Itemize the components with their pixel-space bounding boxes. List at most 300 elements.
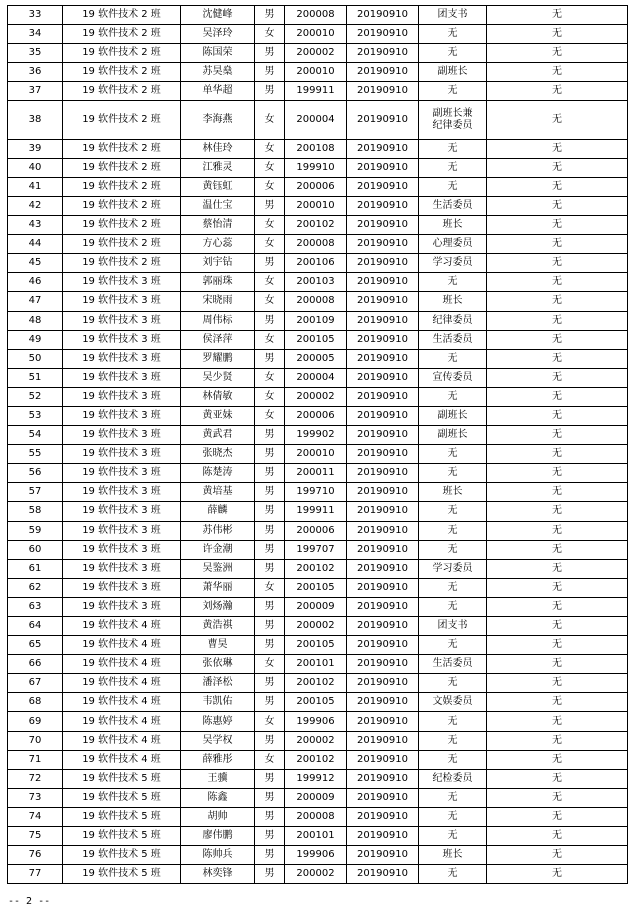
birth-date-cell: 200109 [285, 311, 347, 330]
class-name-cell: 19 软件技术 2 班 [63, 139, 181, 158]
row-number-cell: 63 [8, 597, 63, 616]
enrollment-date-cell: 20190910 [347, 559, 419, 578]
class-duty-cell: 无 [419, 177, 487, 196]
gender-cell: 男 [255, 82, 285, 101]
table-row [8, 540, 628, 559]
enrollment-date-cell: 20190910 [347, 44, 419, 63]
table-row [8, 617, 628, 636]
class-name-cell: 19 软件技术 2 班 [63, 196, 181, 215]
class-duty-cell: 无 [419, 464, 487, 483]
gender-cell: 男 [255, 846, 285, 865]
remark-cell: 无 [487, 693, 628, 712]
table-row [8, 827, 628, 846]
gender-cell: 女 [255, 578, 285, 597]
birth-date-cell: 200009 [285, 788, 347, 807]
student-name-cell: 陈国荣 [181, 44, 255, 63]
class-name-cell: 19 软件技术 4 班 [63, 636, 181, 655]
birth-date-cell: 200010 [285, 196, 347, 215]
birth-date-cell: 200103 [285, 273, 347, 292]
table-row [8, 139, 628, 158]
gender-cell: 男 [255, 502, 285, 521]
enrollment-date-cell: 20190910 [347, 464, 419, 483]
class-duty-cell: 班长 [419, 846, 487, 865]
enrollment-date-cell: 20190910 [347, 731, 419, 750]
class-duty-cell: 副班长兼 纪律委员 [419, 101, 487, 139]
enrollment-date-cell: 20190910 [347, 25, 419, 44]
birth-date-cell: 200101 [285, 655, 347, 674]
row-number-cell: 57 [8, 483, 63, 502]
gender-cell: 男 [255, 483, 285, 502]
class-duty-cell: 班长 [419, 216, 487, 235]
student-name-cell: 吴泽玲 [181, 25, 255, 44]
class-duty-cell: 生活委员 [419, 655, 487, 674]
table-row [8, 750, 628, 769]
birth-date-cell: 200006 [285, 521, 347, 540]
gender-cell: 女 [255, 177, 285, 196]
birth-date-cell: 199910 [285, 158, 347, 177]
birth-date-cell: 200002 [285, 387, 347, 406]
table-row [8, 636, 628, 655]
row-number-cell: 62 [8, 578, 63, 597]
class-duty-cell: 无 [419, 827, 487, 846]
table-row [8, 521, 628, 540]
student-name-cell: 黄钰虹 [181, 177, 255, 196]
class-name-cell: 19 软件技术 3 班 [63, 502, 181, 521]
row-number-cell: 59 [8, 521, 63, 540]
enrollment-date-cell: 20190910 [347, 177, 419, 196]
table-row [8, 426, 628, 445]
class-name-cell: 19 软件技术 3 班 [63, 426, 181, 445]
class-duty-cell: 无 [419, 807, 487, 826]
class-name-cell: 19 软件技术 3 班 [63, 311, 181, 330]
class-name-cell: 19 软件技术 3 班 [63, 521, 181, 540]
page-number: -- 2 -- [8, 896, 51, 907]
row-number-cell: 66 [8, 655, 63, 674]
table-row [8, 292, 628, 311]
row-number-cell: 42 [8, 196, 63, 215]
birth-date-cell: 200008 [285, 807, 347, 826]
class-name-cell: 19 软件技术 3 班 [63, 406, 181, 425]
row-number-cell: 64 [8, 617, 63, 636]
table-row [8, 464, 628, 483]
class-duty-cell: 无 [419, 502, 487, 521]
student-name-cell: 苏昊燊 [181, 63, 255, 82]
enrollment-date-cell: 20190910 [347, 216, 419, 235]
class-name-cell: 19 软件技术 3 班 [63, 464, 181, 483]
class-duty-cell: 生活委员 [419, 330, 487, 349]
student-name-cell: 萧华丽 [181, 578, 255, 597]
table-row [8, 311, 628, 330]
class-name-cell: 19 软件技术 5 班 [63, 827, 181, 846]
table-row [8, 216, 628, 235]
remark-cell: 无 [487, 254, 628, 273]
enrollment-date-cell: 20190910 [347, 406, 419, 425]
remark-cell: 无 [487, 216, 628, 235]
remark-cell: 无 [487, 750, 628, 769]
remark-cell: 无 [487, 827, 628, 846]
class-name-cell: 19 软件技术 2 班 [63, 25, 181, 44]
gender-cell: 男 [255, 807, 285, 826]
class-name-cell: 19 软件技术 3 班 [63, 273, 181, 292]
enrollment-date-cell: 20190910 [347, 597, 419, 616]
remark-cell: 无 [487, 731, 628, 750]
row-number-cell: 34 [8, 25, 63, 44]
remark-cell: 无 [487, 177, 628, 196]
row-number-cell: 55 [8, 445, 63, 464]
table-row [8, 712, 628, 731]
remark-cell: 无 [487, 597, 628, 616]
remark-cell: 无 [487, 502, 628, 521]
class-name-cell: 19 软件技术 5 班 [63, 788, 181, 807]
table-row [8, 158, 628, 177]
row-number-cell: 36 [8, 63, 63, 82]
class-name-cell: 19 软件技术 3 班 [63, 445, 181, 464]
gender-cell: 男 [255, 311, 285, 330]
student-name-cell: 刘宇钻 [181, 254, 255, 273]
class-name-cell: 19 软件技术 3 班 [63, 578, 181, 597]
gender-cell: 女 [255, 750, 285, 769]
class-duty-cell: 团支书 [419, 617, 487, 636]
table-row [8, 559, 628, 578]
remark-cell: 无 [487, 655, 628, 674]
remark-cell: 无 [487, 82, 628, 101]
class-name-cell: 19 软件技术 5 班 [63, 807, 181, 826]
table-row [8, 788, 628, 807]
table-row [8, 44, 628, 63]
remark-cell: 无 [487, 101, 628, 139]
class-duty-cell: 无 [419, 865, 487, 884]
student-name-cell: 薛雅彤 [181, 750, 255, 769]
birth-date-cell: 200101 [285, 827, 347, 846]
birth-date-cell: 200102 [285, 674, 347, 693]
class-name-cell: 19 软件技术 4 班 [63, 617, 181, 636]
class-name-cell: 19 软件技术 4 班 [63, 655, 181, 674]
table-row [8, 63, 628, 82]
student-name-cell: 吴鉴洲 [181, 559, 255, 578]
student-name-cell: 林佳玲 [181, 139, 255, 158]
student-name-cell: 蔡怡清 [181, 216, 255, 235]
student-name-cell: 黄培基 [181, 483, 255, 502]
student-name-cell: 王骥 [181, 769, 255, 788]
gender-cell: 女 [255, 158, 285, 177]
enrollment-date-cell: 20190910 [347, 788, 419, 807]
table-row [8, 597, 628, 616]
row-number-cell: 70 [8, 731, 63, 750]
gender-cell: 男 [255, 769, 285, 788]
birth-date-cell: 200102 [285, 750, 347, 769]
enrollment-date-cell: 20190910 [347, 63, 419, 82]
remark-cell: 无 [487, 330, 628, 349]
birth-date-cell: 200105 [285, 693, 347, 712]
birth-date-cell: 200009 [285, 597, 347, 616]
class-duty-cell: 无 [419, 731, 487, 750]
class-duty-cell: 心理委员 [419, 235, 487, 254]
class-name-cell: 19 软件技术 5 班 [63, 846, 181, 865]
row-number-cell: 53 [8, 406, 63, 425]
birth-date-cell: 199707 [285, 540, 347, 559]
remark-cell: 无 [487, 846, 628, 865]
table-row [8, 330, 628, 349]
birth-date-cell: 200008 [285, 235, 347, 254]
remark-cell: 无 [487, 788, 628, 807]
birth-date-cell: 200002 [285, 865, 347, 884]
row-number-cell: 61 [8, 559, 63, 578]
birth-date-cell: 199902 [285, 426, 347, 445]
gender-cell: 女 [255, 387, 285, 406]
birth-date-cell: 200004 [285, 101, 347, 139]
row-number-cell: 54 [8, 426, 63, 445]
enrollment-date-cell: 20190910 [347, 311, 419, 330]
student-name-cell: 林奕锋 [181, 865, 255, 884]
remark-cell: 无 [487, 483, 628, 502]
student-name-cell: 苏伟彬 [181, 521, 255, 540]
row-number-cell: 49 [8, 330, 63, 349]
row-number-cell: 40 [8, 158, 63, 177]
student-name-cell: 林倩敏 [181, 387, 255, 406]
class-name-cell: 19 软件技术 2 班 [63, 177, 181, 196]
class-duty-cell: 纪检委员 [419, 769, 487, 788]
table-row [8, 196, 628, 215]
class-name-cell: 19 软件技术 2 班 [63, 158, 181, 177]
remark-cell: 无 [487, 807, 628, 826]
enrollment-date-cell: 20190910 [347, 158, 419, 177]
table-row [8, 82, 628, 101]
gender-cell: 男 [255, 44, 285, 63]
gender-cell: 男 [255, 597, 285, 616]
gender-cell: 男 [255, 674, 285, 693]
birth-date-cell: 200006 [285, 406, 347, 425]
row-number-cell: 43 [8, 216, 63, 235]
remark-cell: 无 [487, 636, 628, 655]
row-number-cell: 41 [8, 177, 63, 196]
class-duty-cell: 无 [419, 139, 487, 158]
class-duty-cell: 无 [419, 349, 487, 368]
class-name-cell: 19 软件技术 2 班 [63, 254, 181, 273]
class-name-cell: 19 软件技术 2 班 [63, 63, 181, 82]
class-name-cell: 19 软件技术 4 班 [63, 731, 181, 750]
row-number-cell: 77 [8, 865, 63, 884]
student-name-cell: 江雅灵 [181, 158, 255, 177]
remark-cell: 无 [487, 368, 628, 387]
table-row [8, 254, 628, 273]
row-number-cell: 44 [8, 235, 63, 254]
remark-cell: 无 [487, 578, 628, 597]
class-name-cell: 19 软件技术 3 班 [63, 597, 181, 616]
student-name-cell: 曹昊 [181, 636, 255, 655]
gender-cell: 男 [255, 521, 285, 540]
student-name-cell: 陈帅兵 [181, 846, 255, 865]
remark-cell: 无 [487, 139, 628, 158]
table-row [8, 349, 628, 368]
gender-cell: 女 [255, 216, 285, 235]
gender-cell: 男 [255, 827, 285, 846]
class-duty-cell: 学习委员 [419, 559, 487, 578]
class-duty-cell: 无 [419, 445, 487, 464]
gender-cell: 女 [255, 406, 285, 425]
class-name-cell: 19 软件技术 3 班 [63, 292, 181, 311]
class-name-cell: 19 软件技术 4 班 [63, 693, 181, 712]
enrollment-date-cell: 20190910 [347, 693, 419, 712]
row-number-cell: 76 [8, 846, 63, 865]
birth-date-cell: 200008 [285, 6, 347, 25]
class-duty-cell: 无 [419, 750, 487, 769]
remark-cell: 无 [487, 63, 628, 82]
remark-cell: 无 [487, 311, 628, 330]
birth-date-cell: 199911 [285, 502, 347, 521]
class-name-cell: 19 软件技术 3 班 [63, 387, 181, 406]
birth-date-cell: 200102 [285, 216, 347, 235]
enrollment-date-cell: 20190910 [347, 502, 419, 521]
enrollment-date-cell: 20190910 [347, 712, 419, 731]
table-row [8, 406, 628, 425]
class-duty-cell: 无 [419, 788, 487, 807]
class-name-cell: 19 软件技术 5 班 [63, 865, 181, 884]
table-row [8, 387, 628, 406]
gender-cell: 男 [255, 788, 285, 807]
table-row [8, 6, 628, 25]
class-duty-cell: 无 [419, 44, 487, 63]
student-name-cell: 方心蕊 [181, 235, 255, 254]
row-number-cell: 71 [8, 750, 63, 769]
student-name-cell: 吴少贤 [181, 368, 255, 387]
remark-cell: 无 [487, 540, 628, 559]
class-name-cell: 19 软件技术 3 班 [63, 349, 181, 368]
class-duty-cell: 无 [419, 597, 487, 616]
gender-cell: 男 [255, 63, 285, 82]
birth-date-cell: 200005 [285, 349, 347, 368]
enrollment-date-cell: 20190910 [347, 636, 419, 655]
class-name-cell: 19 软件技术 2 班 [63, 44, 181, 63]
enrollment-date-cell: 20190910 [347, 273, 419, 292]
gender-cell: 女 [255, 712, 285, 731]
gender-cell: 男 [255, 254, 285, 273]
student-name-cell: 许金潮 [181, 540, 255, 559]
table-row [8, 101, 628, 139]
remark-cell: 无 [487, 445, 628, 464]
gender-cell: 女 [255, 292, 285, 311]
enrollment-date-cell: 20190910 [347, 254, 419, 273]
student-name-cell: 陈惠婷 [181, 712, 255, 731]
student-roster-table [7, 5, 628, 884]
birth-date-cell: 200010 [285, 445, 347, 464]
student-name-cell: 周伟标 [181, 311, 255, 330]
enrollment-date-cell: 20190910 [347, 865, 419, 884]
birth-date-cell: 199710 [285, 483, 347, 502]
class-duty-cell: 无 [419, 712, 487, 731]
table-row [8, 807, 628, 826]
student-name-cell: 李海燕 [181, 101, 255, 139]
birth-date-cell: 200105 [285, 636, 347, 655]
class-name-cell: 19 软件技术 3 班 [63, 483, 181, 502]
row-number-cell: 33 [8, 6, 63, 25]
remark-cell: 无 [487, 349, 628, 368]
table-row [8, 177, 628, 196]
remark-cell: 无 [487, 196, 628, 215]
birth-date-cell: 200010 [285, 63, 347, 82]
class-duty-cell: 副班长 [419, 406, 487, 425]
gender-cell: 女 [255, 655, 285, 674]
gender-cell: 女 [255, 330, 285, 349]
row-number-cell: 46 [8, 273, 63, 292]
enrollment-date-cell: 20190910 [347, 827, 419, 846]
row-number-cell: 38 [8, 101, 63, 139]
gender-cell: 男 [255, 731, 285, 750]
row-number-cell: 73 [8, 788, 63, 807]
row-number-cell: 35 [8, 44, 63, 63]
birth-date-cell: 200011 [285, 464, 347, 483]
table-row [8, 578, 628, 597]
row-number-cell: 39 [8, 139, 63, 158]
enrollment-date-cell: 20190910 [347, 617, 419, 636]
remark-cell: 无 [487, 158, 628, 177]
gender-cell: 男 [255, 559, 285, 578]
remark-cell: 无 [487, 44, 628, 63]
row-number-cell: 50 [8, 349, 63, 368]
gender-cell: 女 [255, 273, 285, 292]
class-name-cell: 19 软件技术 3 班 [63, 368, 181, 387]
birth-date-cell: 200002 [285, 731, 347, 750]
table-row [8, 368, 628, 387]
table-row [8, 502, 628, 521]
gender-cell: 男 [255, 865, 285, 884]
enrollment-date-cell: 20190910 [347, 846, 419, 865]
student-name-cell: 张晓杰 [181, 445, 255, 464]
birth-date-cell: 200002 [285, 617, 347, 636]
student-name-cell: 温仕宝 [181, 196, 255, 215]
row-number-cell: 72 [8, 769, 63, 788]
roster-body [8, 6, 628, 884]
class-duty-cell: 无 [419, 273, 487, 292]
gender-cell: 男 [255, 426, 285, 445]
gender-cell: 女 [255, 235, 285, 254]
enrollment-date-cell: 20190910 [347, 655, 419, 674]
class-duty-cell: 无 [419, 82, 487, 101]
row-number-cell: 60 [8, 540, 63, 559]
enrollment-date-cell: 20190910 [347, 426, 419, 445]
remark-cell: 无 [487, 406, 628, 425]
enrollment-date-cell: 20190910 [347, 196, 419, 215]
gender-cell: 男 [255, 464, 285, 483]
remark-cell: 无 [487, 464, 628, 483]
enrollment-date-cell: 20190910 [347, 540, 419, 559]
birth-date-cell: 200106 [285, 254, 347, 273]
table-row [8, 273, 628, 292]
birth-date-cell: 200006 [285, 177, 347, 196]
table-row [8, 235, 628, 254]
birth-date-cell: 200108 [285, 139, 347, 158]
class-name-cell: 19 软件技术 5 班 [63, 769, 181, 788]
class-name-cell: 19 软件技术 4 班 [63, 674, 181, 693]
gender-cell: 女 [255, 139, 285, 158]
gender-cell: 男 [255, 693, 285, 712]
class-duty-cell: 无 [419, 25, 487, 44]
class-name-cell: 19 软件技术 4 班 [63, 712, 181, 731]
remark-cell: 无 [487, 292, 628, 311]
gender-cell: 男 [255, 196, 285, 215]
student-name-cell: 郭丽珠 [181, 273, 255, 292]
student-name-cell: 陈楚涛 [181, 464, 255, 483]
student-name-cell: 单华超 [181, 82, 255, 101]
student-name-cell: 侯泽萍 [181, 330, 255, 349]
enrollment-date-cell: 20190910 [347, 292, 419, 311]
birth-date-cell: 200004 [285, 368, 347, 387]
row-number-cell: 74 [8, 807, 63, 826]
birth-date-cell: 200010 [285, 25, 347, 44]
enrollment-date-cell: 20190910 [347, 235, 419, 254]
gender-cell: 男 [255, 540, 285, 559]
remark-cell: 无 [487, 617, 628, 636]
student-name-cell: 吴学权 [181, 731, 255, 750]
